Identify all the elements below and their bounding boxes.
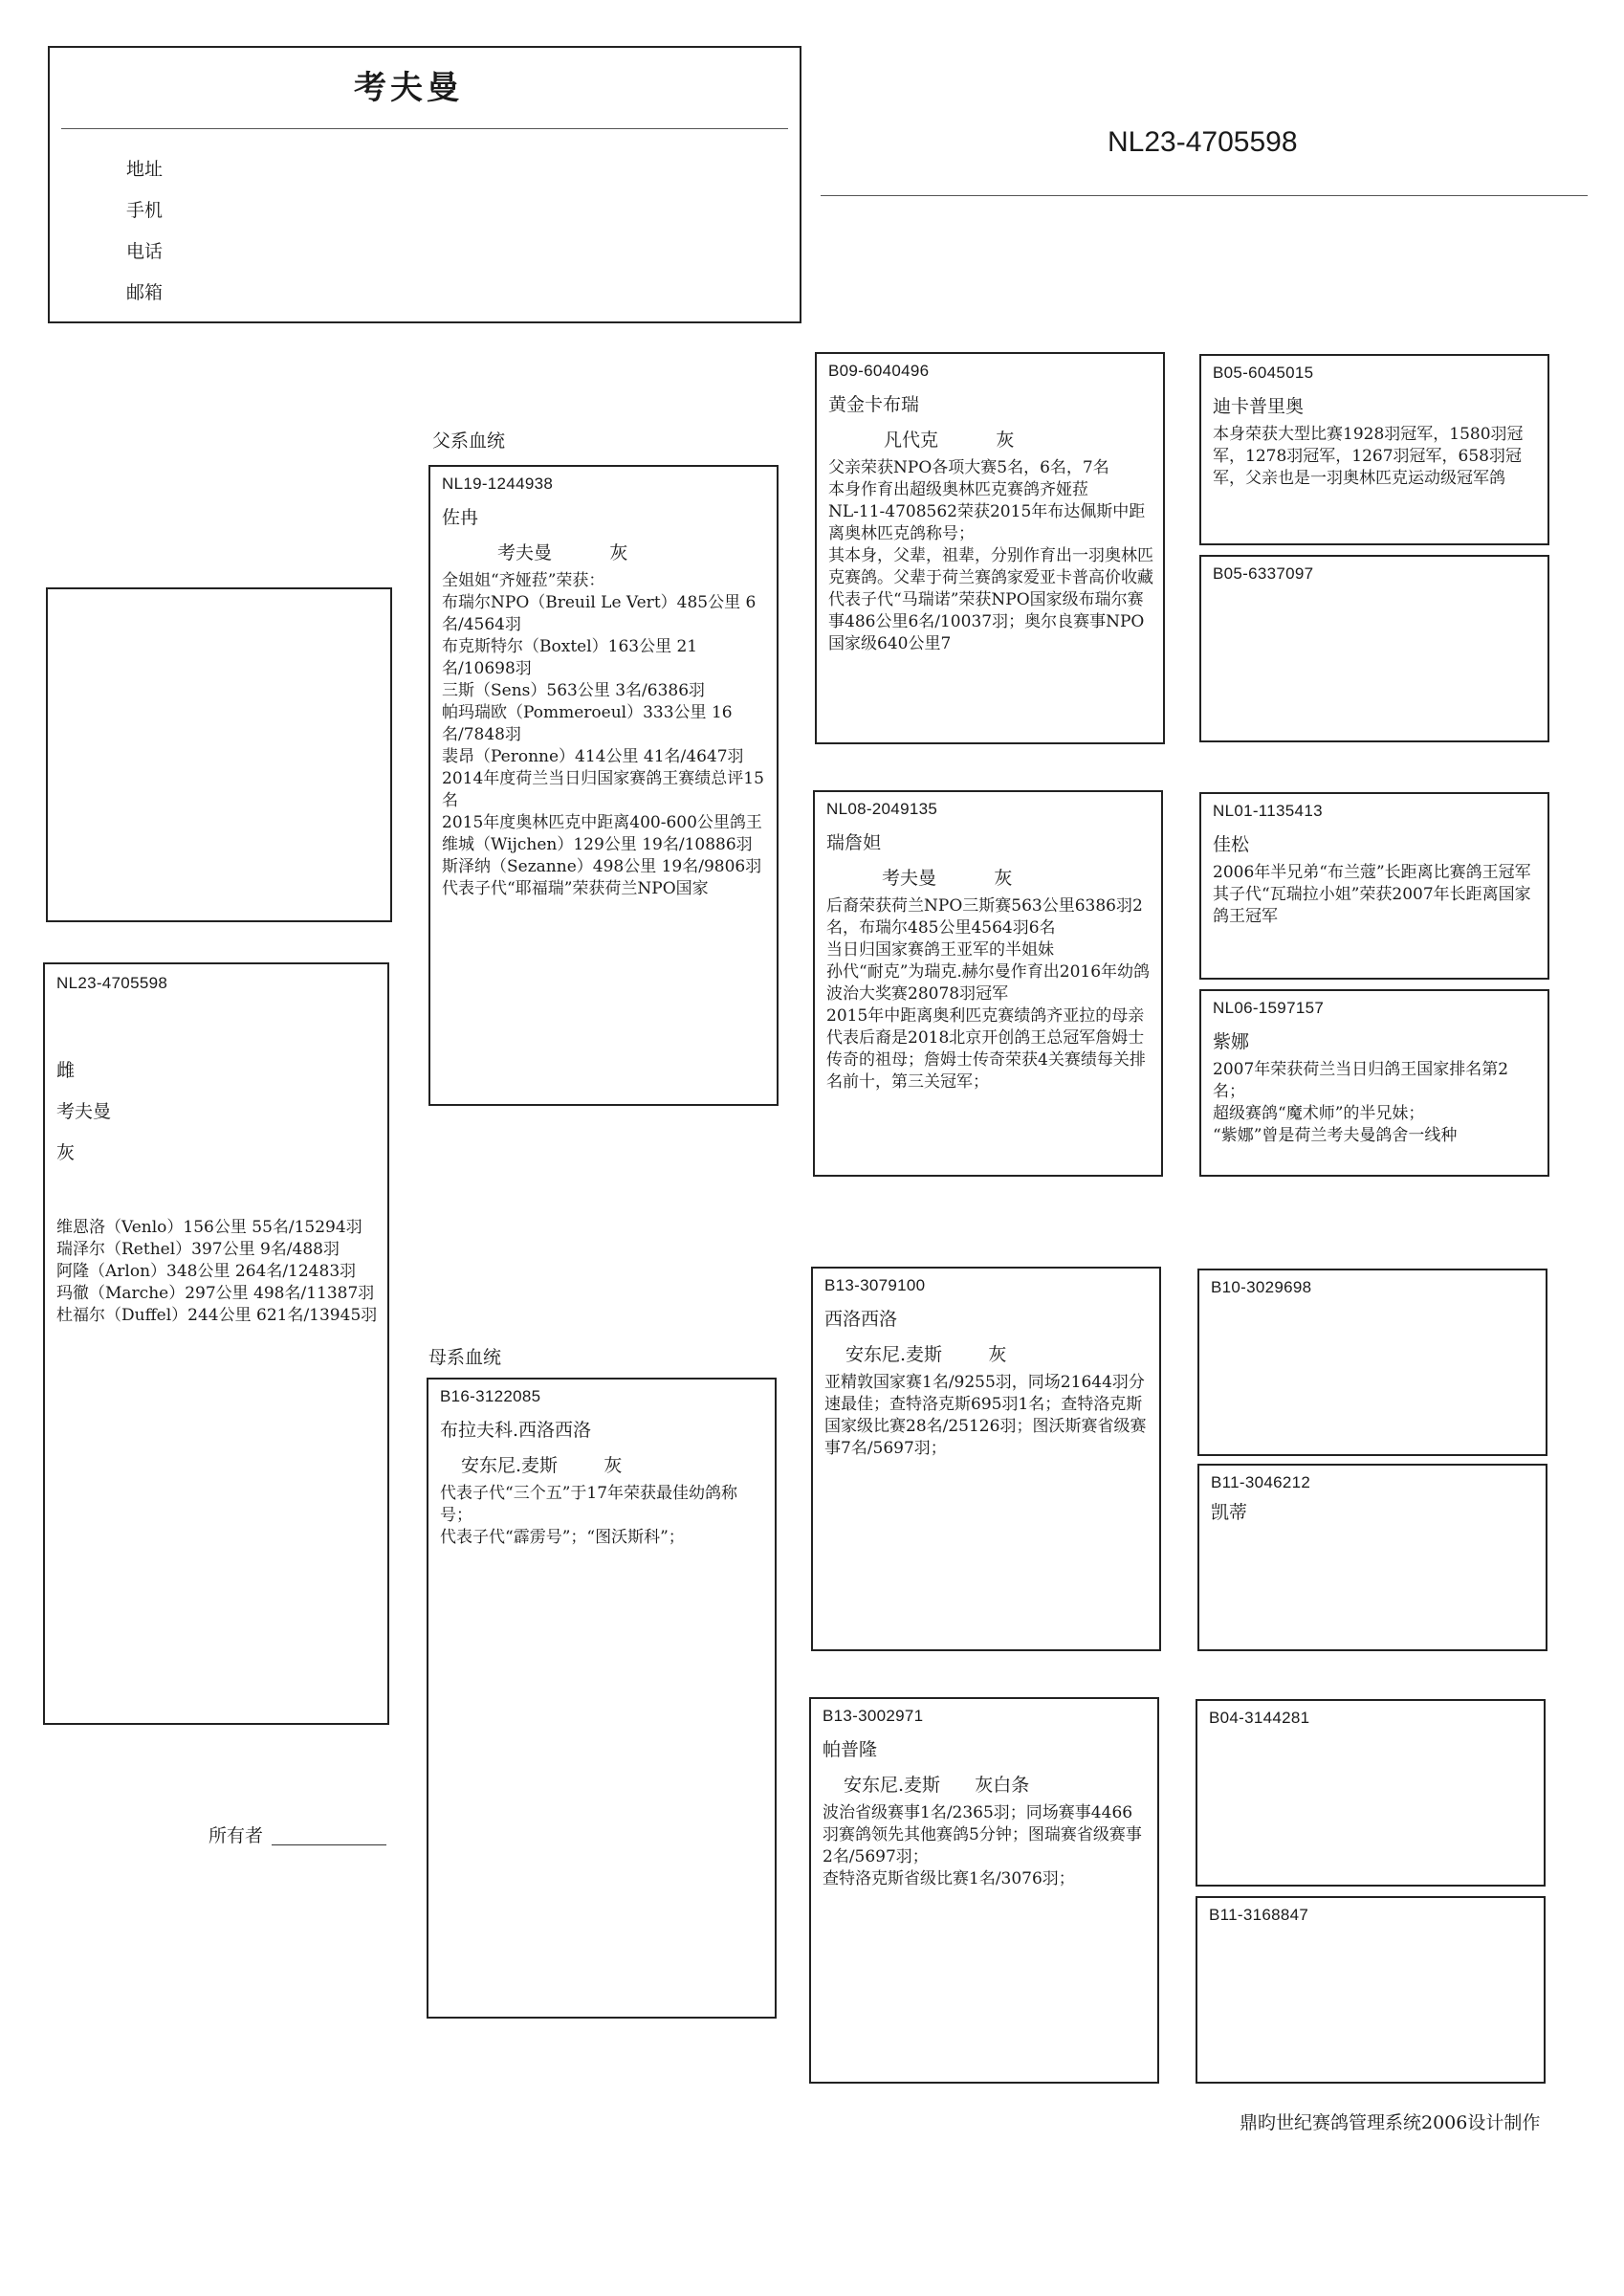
breeder-header-box bbox=[48, 46, 801, 323]
ddd-box bbox=[1196, 1896, 1546, 2084]
dam-dam-ring: B13-3002971 bbox=[823, 1707, 924, 1725]
dds-box bbox=[1196, 1699, 1546, 1887]
dam-sire-ring: B13-3079100 bbox=[824, 1276, 926, 1294]
dam-sire-breeder-color: 安东尼.麦斯 灰 bbox=[845, 1344, 1007, 1365]
sss-box bbox=[1199, 354, 1549, 545]
subject-ring: NL23-4705598 bbox=[56, 974, 168, 992]
sire-sire-name: 黄金卡布瑞 bbox=[828, 394, 920, 415]
dam-sire-name: 西洛西洛 bbox=[824, 1309, 898, 1330]
header-ring-number: NL23-4705598 bbox=[1108, 126, 1298, 158]
dam-section-label: 母系血统 bbox=[428, 1347, 502, 1368]
sire-sire-ring: B09-6040496 bbox=[828, 362, 930, 380]
sire-sire-notes: 父亲荣获NPO各项大赛5名，6名，7名 本身作育出超级奥林匹克赛鸽齐娅菈 NL-11-4708562荣获2015年布达佩斯中距离奥林匹克鸽称号； 其本身，父辈，祖辈，分别作育出一羽奥林匹克赛鸽。父辈于荷兰赛鸽家爱亚卡普高价收藏 代表子代“马瑞诺”荣获NPO国家级布瑞尔赛事486公里6名/10037羽；奥尔良赛事NPO国家级640公里7 bbox=[828, 458, 1153, 653]
sds-notes: 2006年半兄弟“布兰蔻”长距离比赛鸽王冠军 其子代“瓦瑞拉小姐”荣获2007年长距离国家鸽王冠军 bbox=[1213, 863, 1531, 926]
sire-box bbox=[428, 465, 779, 1106]
phone-label: 电话 bbox=[126, 241, 164, 262]
subject-results: 维恩洛（Venlo）156公里 55名/15294羽 瑞泽尔（Rethel）397公里 9名/488羽 阿隆（Arlon）348公里 264名/12483羽 玛徹（Marche）297公里 498名/11387羽 杜福尔（Duffel）244公里 621名/13945羽 bbox=[56, 1218, 378, 1325]
sire-dam-notes: 后裔荣获荷兰NPO三斯赛563公里6386羽2名，布瑞尔485公里4564羽6名 当日归国家赛鸽王亚军的半姐妹 孙代“耐克”为瑞克.赫尔曼作育出2016年幼鸽波治大奖赛28078羽冠军 2015年中距离奥利匹克赛绩鸽齐亚拉的母亲 代表后裔是2018北京开创鸽王总冠军詹姆士传奇的祖母；詹姆士传奇荣获4关赛绩每关排名前十，第三关冠军； bbox=[826, 896, 1151, 1092]
sdd-name: 紫娜 bbox=[1213, 1031, 1250, 1052]
sds-ring: NL01-1135413 bbox=[1213, 802, 1323, 820]
sds-box bbox=[1199, 792, 1549, 980]
ssd-ring: B05-6337097 bbox=[1213, 564, 1314, 583]
dam-name: 布拉夫科.西洛西洛 bbox=[440, 1420, 592, 1441]
dds-ring: B04-3144281 bbox=[1209, 1709, 1310, 1727]
sdd-notes: 2007年荣获荷兰当日归鸽王国家排名第2名； 超级赛鸽“魔术师”的半兄妹； “紫娜”曾是荷兰考夫曼鸽舍一线种 bbox=[1213, 1060, 1509, 1145]
sss-notes: 本身荣获大型比赛1928羽冠军，1580羽冠军，1278羽冠军，1267羽冠军，658羽冠军，父亲也是一羽奥林匹克运动级冠军鸽 bbox=[1213, 425, 1524, 488]
sire-breeder-color: 考夫曼 灰 bbox=[497, 542, 628, 563]
sire-sire-breeder-color: 凡代克 灰 bbox=[884, 430, 1015, 451]
dsd-box bbox=[1197, 1464, 1547, 1651]
dss-box bbox=[1197, 1269, 1547, 1456]
sire-ring: NL19-1244938 bbox=[442, 475, 554, 493]
sss-ring: B05-6045015 bbox=[1213, 364, 1314, 382]
sire-dam-breeder-color: 考夫曼 灰 bbox=[882, 868, 1013, 889]
subject-breeder: 考夫曼 bbox=[56, 1101, 112, 1122]
sds-name: 佳松 bbox=[1213, 834, 1250, 855]
owner-label bbox=[208, 1821, 263, 1847]
photo-box bbox=[46, 587, 392, 922]
sire-sire-box bbox=[815, 352, 1165, 744]
dam-ring: B16-3122085 bbox=[440, 1387, 541, 1405]
owner-signature-line bbox=[272, 1844, 386, 1845]
sire-dam-box bbox=[813, 790, 1163, 1177]
email-label: 邮箱 bbox=[126, 282, 164, 303]
dam-dam-notes: 波治省级赛事1名/2365羽；同场赛事4466羽赛鸽领先其他赛鸽5分钟；图瑞赛省级赛事2名/5697羽； 查特洛克斯省级比赛1名/3076羽； bbox=[823, 1803, 1142, 1888]
sire-name: 佐冉 bbox=[442, 507, 479, 528]
sss-name: 迪卡普里奥 bbox=[1213, 396, 1305, 417]
sdd-ring: NL06-1597157 bbox=[1213, 999, 1325, 1017]
breeder-title: 考夫曼 bbox=[354, 69, 463, 107]
footer-credit: 鼎昀世纪赛鸽管理系统2006设计制作 bbox=[1240, 2112, 1541, 2133]
dam-sire-box bbox=[811, 1267, 1161, 1651]
dam-dam-name: 帕普隆 bbox=[823, 1739, 878, 1760]
dsd-ring: B11-3046212 bbox=[1211, 1473, 1311, 1491]
subject-color: 灰 bbox=[56, 1142, 76, 1163]
owner-label-text: 所有者 bbox=[208, 1825, 264, 1846]
ring-underline bbox=[821, 195, 1588, 196]
header-divider bbox=[61, 128, 788, 129]
dam-dam-breeder-color: 安东尼.麦斯 灰白条 bbox=[844, 1775, 1030, 1796]
subject-sex: 雌 bbox=[56, 1060, 76, 1081]
dam-notes: 代表子代“三个五”于17年荣获最佳幼鸽称号； 代表子代“霹雳号”；“图沃斯科”； bbox=[440, 1484, 738, 1547]
dam-box bbox=[427, 1378, 777, 2019]
dam-breeder-color: 安东尼.麦斯 灰 bbox=[461, 1455, 623, 1476]
sire-notes: 全姐姐“齐娅菈”荣获： 布瑞尔NPO（Breuil Le Vert）485公里 6名/4564羽 布克斯特尔（Boxtel）163公里 21名/10698羽 三斯（Sens）563公里 3名/6386羽 帕玛瑞欧（Pommeroeul）333公里 16名/7848羽 裴昂（Peronne）414公里 41名/4647羽 2014年度荷兰当日归国家赛鸽王赛绩总评15名 2015年度奥林匹克中距离400-600公里鸽王 维城（Wijchen）129公里 19名/10886羽 斯泽纳（Sezanne）498公里 19名/9806羽 代表子代“耶福瑞”荣获荷兰NPO国家 bbox=[442, 571, 764, 898]
dss-ring: B10-3029698 bbox=[1211, 1278, 1312, 1296]
sdd-box bbox=[1199, 989, 1549, 1177]
subject-pigeon-box bbox=[43, 962, 389, 1725]
ddd-ring: B11-3168847 bbox=[1209, 1906, 1309, 1924]
dsd-name: 凯蒂 bbox=[1211, 1502, 1248, 1523]
sire-dam-ring: NL08-2049135 bbox=[826, 800, 938, 818]
mobile-label: 手机 bbox=[126, 200, 164, 221]
ssd-box bbox=[1199, 555, 1549, 742]
dam-dam-box bbox=[809, 1697, 1159, 2084]
sire-dam-name: 瑞詹妲 bbox=[826, 832, 882, 853]
address-label: 地址 bbox=[126, 159, 164, 180]
sire-section-label: 父系血统 bbox=[432, 430, 506, 452]
dam-sire-notes: 亚精敦国家赛1名/9255羽，同场21644羽分速最佳；查特洛克斯695羽1名；查特洛克斯国家级比赛28名/25126羽；图沃斯赛省级赛事7名/5697羽； bbox=[824, 1373, 1147, 1458]
